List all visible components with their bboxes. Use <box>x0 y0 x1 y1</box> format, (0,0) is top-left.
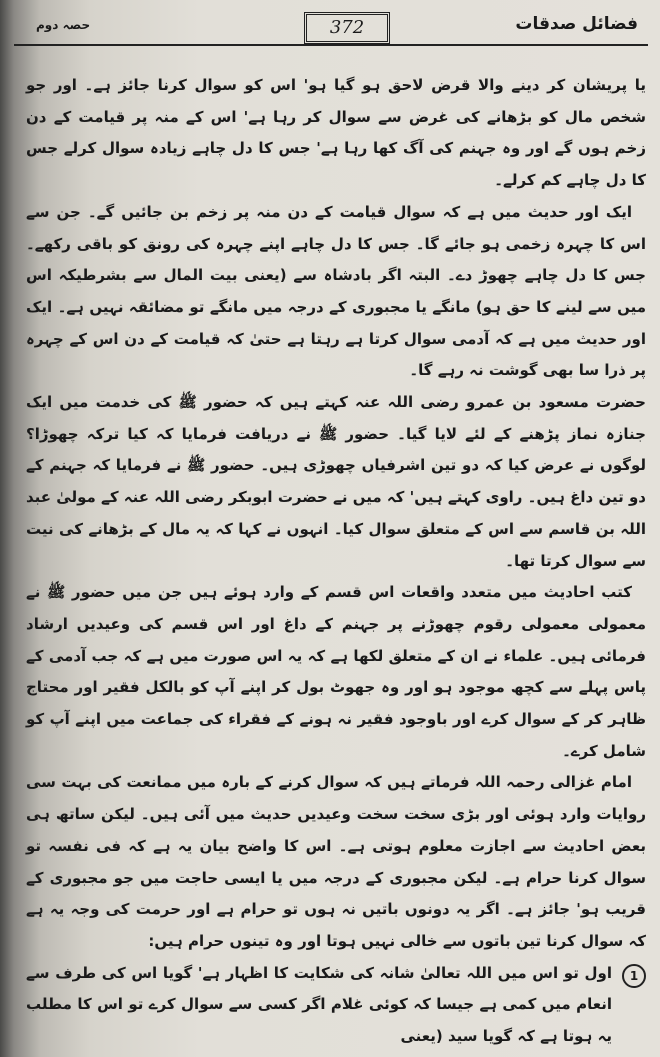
paragraph: کتب احادیث میں متعدد واقعات اس قسم کے وارد ہوئے ہیں جن میں حضور ﷺ نے معمولی معمولی رقوم چھوڑنے پر جہنم کے داغ اور اس قسم کی وعیدیں ارشاد فرمائی ہیں۔ علماء نے ان کے متعلق لکھا ہے کہ یہ اس صورت میں ہے کہ جب آدمی کے پاس پہلے سے کچھ موجود ہو اور وہ جھوٹ بول کر اپنے آپ کو بالکل فقیر اور محتاج ظاہر کر کے سوال کرے اور باوجود فقیر نہ ہونے کے فقراء کی جماعت میں اپنے آپ کو شامل کرے۔ <box>26 583 646 760</box>
page-number: 372 <box>304 12 390 44</box>
section-title: حصہ دوم <box>36 18 91 32</box>
page-header <box>14 10 648 46</box>
item-text: اول تو اس میں اللہ تعالیٰ شانہ کی شکایت کا اظہار ہے' گویا اس کی طرف سے انعام میں کمی ہے جیسا کہ کوئی غلام اگر کسی سے سوال کرے تو اس کا مطلب یہ ہوتا ہے کہ گویا سید (یعنی <box>26 963 612 1046</box>
paragraph: یا پریشان کر دینے والا قرض لاحق ہو گیا ہو' اس کو سوال کرنا جائز ہے۔ اور جو شخص مال کو بڑھانے کی غرض سے سوال کر رہا ہے' اس کے منہ پر قیامت کے دن زخم ہوں گے اور وہ جہنم کی آگ کھا رہا ہے' جس کا دل چاہے زیادہ سوال کرلے جس کا دل چاہے کم کرلے۔ <box>26 76 646 190</box>
book-title: فضائل صدقات <box>515 14 638 34</box>
header-divider <box>14 44 648 46</box>
numbered-item <box>26 958 646 1053</box>
paragraph: ایک اور حدیث میں ہے کہ سوال قیامت کے دن منہ پر زخم بن جائیں گے۔ جن سے اس کا چہرہ زخمی ہو جائے گا۔ جس کا دل چاہے اپنے چہرہ کی رونق کو باقی رکھے۔ جس کا دل چاہے چھوڑ دے۔ البتہ اگر بادشاہ سے (یعنی بیت المال سے بشرطیکہ اس میں سے لینے کا حق ہو) مانگے یا مجبوری کے درجہ میں مانگے تو مضائقہ نہیں ہے۔ ایک اور حدیث میں ہے کہ آدمی سوال کرتا ہے رہتا ہے حتیٰ کہ قیامت کے دن اس کے چہرہ پر ذرا سا بھی گوشت نہ رہے گا۔ <box>26 202 646 380</box>
item-number: 1 <box>622 964 646 988</box>
paragraph: امام غزالی رحمہ اللہ فرماتے ہیں کہ سوال کرنے کے بارہ میں ممانعت کی بہت سی روایات وارد ہوئی اور بڑی سخت سخت وعیدیں حدیث میں آئی ہیں۔ لیکن ساتھ ہی بعض احادیث سے اجازت معلوم ہوتی ہے۔ اس کا واضح بیان یہ ہے کہ فی نفسہ تو سوال کرنا حرام ہے۔ لیکن مجبوری کے درجہ میں یا ایسی حاجت میں جو مجبوری کے قریب ہو' جائز ہے۔ اگر یہ دونوں باتیں نہ ہوں تو حرام ہے اور حرمت کی وجہ یہ ہے کہ سوال کرنا تین باتوں سے خالی نہیں ہوتا اور وہ تینوں حرام ہیں: <box>26 773 646 950</box>
page-body <box>26 70 646 1053</box>
paragraph: حضرت مسعود بن عمرو رضی اللہ عنہ کہتے ہیں کہ حضور ﷺ کی خدمت میں ایک جنازہ نماز پڑھنے کے لئے لایا گیا۔ حضور ﷺ نے دریافت فرمایا کہ کیا ترکہ چھوڑا؟ لوگوں نے عرض کیا کہ دو تین اشرفیاں چھوڑی ہیں۔ حضور ﷺ نے فرمایا کہ جہنم کے دو تین داغ ہیں۔ راوی کہتے ہیں' کہ میں نے حضرت ابوبکر رضی اللہ عنہ کے مولیٰ عبد اللہ بن قاسم سے اس کے متعلق سوال کیا۔ انہوں نے کہا کہ یہ مال کے بڑھانے کی نیت سے سوال کرتا تھا۔ <box>26 393 646 570</box>
